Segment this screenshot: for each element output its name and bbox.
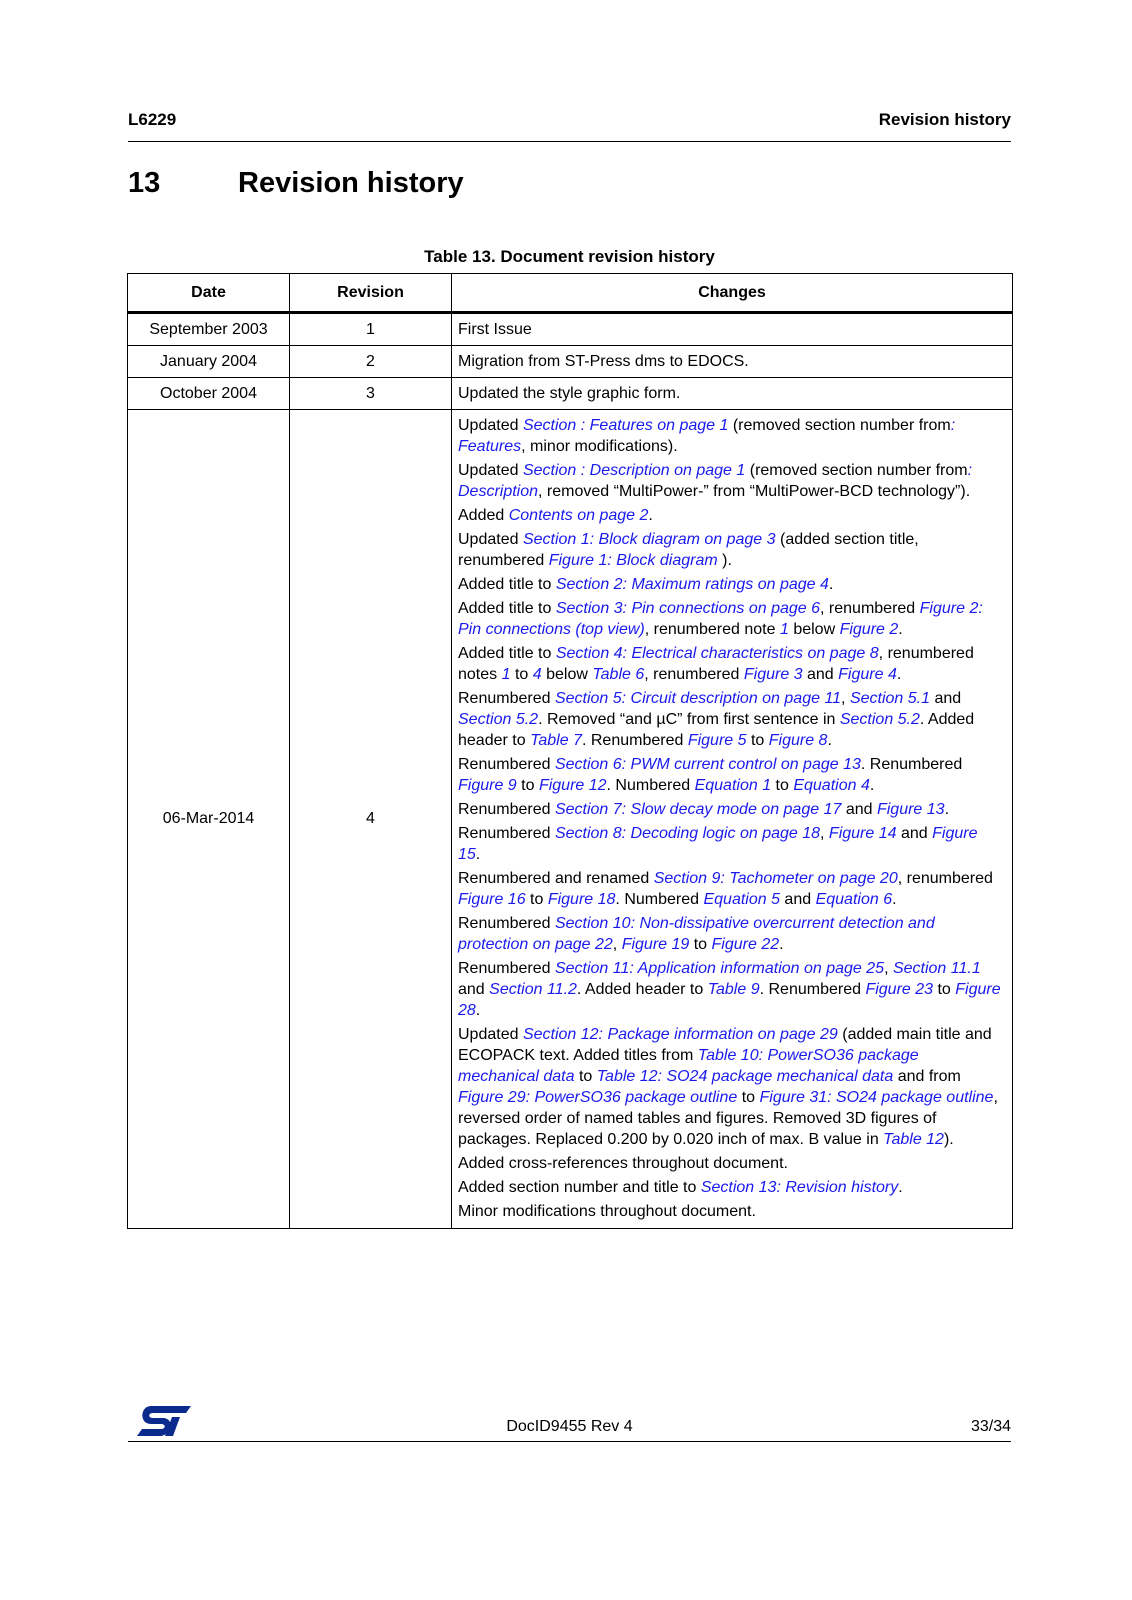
- cross-reference-link[interactable]: Table 12: SO24 package mechanical data: [596, 1068, 894, 1085]
- change-text: ,: [820, 825, 829, 842]
- cross-reference-link[interactable]: 4: [532, 666, 542, 683]
- cross-reference-link[interactable]: Figure 16: [458, 891, 526, 908]
- change-entry: [458, 643, 1004, 685]
- cross-reference-link[interactable]: Figure 1: Block diagram: [548, 552, 718, 569]
- change-entry: [458, 1201, 1004, 1222]
- change-text: to: [737, 1089, 760, 1106]
- section-number: 13: [128, 167, 161, 199]
- cross-reference-link[interactable]: Table 9: [707, 981, 760, 998]
- cross-reference-link[interactable]: Figure 4: [838, 666, 897, 683]
- change-text: , minor modifications).: [521, 438, 678, 455]
- change-text: , renumbered: [820, 600, 920, 617]
- change-text: Renumbered: [458, 690, 555, 707]
- cross-reference-link[interactable]: Section 5.2: [458, 711, 539, 728]
- change-text: Updated: [458, 462, 523, 479]
- change-text: Renumbered: [458, 915, 555, 932]
- cross-reference-link[interactable]: Figure 14: [828, 825, 897, 842]
- change-text: , renumbered: [644, 666, 744, 683]
- cross-reference-link[interactable]: Section 2: Maximum ratings on page 4: [555, 576, 829, 593]
- cross-reference-link[interactable]: Description: [458, 483, 539, 500]
- change-text: Added cross-references throughout document.: [458, 1155, 788, 1172]
- cross-reference-link[interactable]: Section 3: Pin connections on page 6: [555, 600, 821, 617]
- cross-reference-link[interactable]: Section 12: Package information on page 29: [522, 1026, 838, 1043]
- change-text: and: [458, 981, 490, 998]
- change-entry: [458, 688, 1004, 751]
- cross-reference-link[interactable]: Section 11.2: [489, 981, 577, 998]
- cross-reference-link[interactable]: Table 10: PowerSO36 package mechanical data: [458, 1047, 919, 1085]
- change-text: below: [541, 666, 593, 683]
- change-entry: [458, 529, 1004, 571]
- cross-reference-link[interactable]: Section 4: Electrical characteristics on page 8: [555, 645, 879, 662]
- cross-reference-link[interactable]: Equation 4: [793, 777, 870, 794]
- cell-date: January 2004: [128, 346, 290, 378]
- change-text: , renumbered notes: [458, 645, 974, 683]
- change-text: .: [944, 801, 950, 818]
- change-entry: [458, 1024, 1004, 1150]
- change-text: . Removed “and µC” from first sentence in: [538, 711, 840, 728]
- cross-reference-link[interactable]: Section 7: Slow decay mode on page 17: [554, 801, 842, 818]
- cell-changes: First Issue: [452, 313, 1013, 346]
- cross-reference-link[interactable]: Section 5: Circuit description on page 11: [554, 690, 842, 707]
- cross-reference-link[interactable]: Figure 19: [621, 936, 690, 953]
- change-text: . Renumbered: [860, 756, 963, 773]
- change-text: to: [525, 891, 548, 908]
- cross-reference-link[interactable]: Section : Features on page 1: [522, 417, 729, 434]
- table-row: [128, 378, 1013, 410]
- change-text: Renumbered: [458, 960, 555, 977]
- change-entry: [458, 958, 1004, 1021]
- change-text: Added title to: [458, 645, 556, 662]
- footer-doc-id: DocID9455 Rev 4: [506, 1418, 633, 1435]
- change-text: .: [869, 777, 875, 794]
- cross-reference-link[interactable]: Figure 31: SO24 package outline: [759, 1089, 994, 1106]
- footer-page-number: 33/34: [970, 1418, 1011, 1435]
- cross-reference-link[interactable]: Figure 2: Pin connections (top view): [458, 600, 983, 638]
- cross-reference-link[interactable]: Section 10: Non-dissipative overcurrent detection and protection on page 22: [458, 915, 935, 953]
- change-text: ,: [841, 690, 850, 707]
- cross-reference-link[interactable]: Figure 13: [876, 801, 945, 818]
- change-text: (removed section number from: [728, 417, 951, 434]
- change-text: . Renumbered: [759, 981, 866, 998]
- cross-reference-link[interactable]: Equation 6: [815, 891, 893, 908]
- change-text: Renumbered: [458, 825, 555, 842]
- change-text: Renumbered: [458, 756, 555, 773]
- change-text: .: [779, 936, 784, 953]
- table-caption: Table 13. Document revision history: [424, 247, 715, 266]
- change-text: .: [475, 1002, 481, 1019]
- change-text: to: [771, 777, 794, 794]
- change-entry: [458, 868, 1004, 910]
- change-text: Added title to: [458, 576, 556, 593]
- section-heading: [128, 167, 464, 200]
- change-text: ,: [612, 936, 622, 953]
- change-text: ).: [717, 552, 732, 569]
- change-entry: [458, 598, 1004, 640]
- change-entry: [458, 913, 1004, 955]
- cross-reference-link[interactable]: Section 11: Application information on page 25: [554, 960, 885, 977]
- change-entry: [458, 1177, 1004, 1198]
- header-divider: [128, 141, 1011, 142]
- cross-reference-link[interactable]: Table 7: [530, 732, 582, 749]
- change-text: Renumbered: [458, 801, 555, 818]
- cross-reference-link[interactable]: Figure 3: [743, 666, 803, 683]
- revision-table: [127, 273, 1013, 1229]
- change-text: (removed section number from: [745, 462, 968, 479]
- cross-reference-link[interactable]: Figure 28: [458, 981, 1001, 1019]
- change-text: , renumbered note: [644, 621, 780, 638]
- change-text: .: [898, 1179, 903, 1196]
- change-entry: [458, 823, 1004, 865]
- cross-reference-link[interactable]: 1: [501, 666, 511, 683]
- change-entry: [458, 505, 1004, 526]
- cross-reference-link[interactable]: Section 8: Decoding logic on page 18: [554, 825, 821, 842]
- change-text: . Numbered: [606, 777, 695, 794]
- table-header-row: [128, 274, 1013, 313]
- cross-reference-link[interactable]: Section 11.1: [892, 960, 981, 977]
- change-text: and: [802, 666, 839, 683]
- change-entry: [458, 574, 1004, 595]
- change-text: ).: [943, 1131, 954, 1148]
- cross-reference-link[interactable]: :: [967, 462, 973, 479]
- change-text: to: [516, 777, 539, 794]
- change-text: to: [574, 1068, 597, 1085]
- change-text: ,: [884, 960, 893, 977]
- change-text: Minor modifications throughout document.: [458, 1203, 756, 1220]
- change-text: (added section title, renumbered: [458, 531, 919, 569]
- header-doc-code: L6229: [128, 110, 177, 129]
- change-entry: [458, 754, 1004, 796]
- cross-reference-link[interactable]: Figure 18: [547, 891, 616, 908]
- change-text: to: [746, 732, 769, 749]
- change-entry: [458, 799, 1004, 820]
- cross-reference-link[interactable]: Equation 5: [703, 891, 780, 908]
- change-text: to: [933, 981, 956, 998]
- cross-reference-link[interactable]: Section : Description on page 1: [522, 462, 746, 479]
- change-text: .: [827, 732, 832, 749]
- change-text: Updated: [458, 417, 523, 434]
- change-text: , removed “MultiPower-” from “MultiPower-BCD technology”).: [538, 483, 971, 500]
- change-text: (added main title and ECOPACK text. Added titles from: [458, 1026, 992, 1064]
- cross-reference-link[interactable]: 1: [779, 621, 789, 638]
- change-text: Renumbered and renamed: [458, 870, 654, 887]
- cell-date: September 2003: [128, 313, 290, 346]
- cross-reference-link[interactable]: Contents on page 2: [508, 507, 649, 524]
- change-text: and: [841, 801, 877, 818]
- change-text: to: [689, 936, 712, 953]
- change-text: .: [475, 846, 481, 863]
- change-text: .: [648, 507, 653, 524]
- change-text: .: [898, 621, 903, 638]
- cross-reference-link[interactable]: Section 1: Block diagram on page 3: [522, 531, 776, 548]
- cross-reference-link[interactable]: Section 13: Revision history: [700, 1179, 899, 1196]
- change-text: .: [828, 576, 834, 593]
- cross-reference-link[interactable]: Figure 9: [458, 777, 517, 794]
- cell-date: 06-Mar-2014: [128, 410, 290, 1229]
- change-text: . Added header to: [576, 981, 708, 998]
- cross-reference-link[interactable]: Figure 8: [768, 732, 828, 749]
- cell-revision: 3: [290, 378, 452, 410]
- cell-changes: Updated the style graphic form.: [452, 378, 1013, 410]
- change-text: , reversed order of named tables and figures. Removed 3D figures of packages. Replaced 0.200 by 0.020 inch of max. B value in: [458, 1089, 998, 1148]
- table-row: [128, 313, 1013, 346]
- cross-reference-link[interactable]: Figure 12: [538, 777, 607, 794]
- change-text: Updated: [458, 531, 523, 548]
- change-text: and from: [893, 1068, 961, 1085]
- cell-changes: Migration from ST-Press dms to EDOCS.: [452, 346, 1013, 378]
- change-text: Added title to: [458, 600, 556, 617]
- change-text: and: [779, 891, 816, 908]
- cross-reference-link[interactable]: :: [950, 417, 956, 434]
- cross-reference-link[interactable]: Figure 15: [458, 825, 978, 863]
- section-title: Revision history: [238, 167, 464, 199]
- cross-reference-link[interactable]: Figure 2: [839, 621, 899, 638]
- change-text: . Added header to: [458, 711, 975, 749]
- change-text: . Numbered: [615, 891, 704, 908]
- cross-reference-link[interactable]: Table 6: [592, 666, 645, 683]
- cross-reference-link[interactable]: Section 5.2: [839, 711, 920, 728]
- change-text: below: [788, 621, 840, 638]
- change-text: to: [510, 666, 533, 683]
- cross-reference-link[interactable]: Figure 29: PowerSO36 package outline: [458, 1089, 738, 1106]
- change-entry: [458, 460, 1004, 502]
- cell-changes: [452, 410, 1013, 1229]
- cross-reference-link[interactable]: Section 5.1: [849, 690, 930, 707]
- footer-divider: [128, 1441, 1011, 1442]
- change-text: Updated: [458, 1026, 523, 1043]
- change-text: .: [896, 666, 902, 683]
- change-text: and: [930, 690, 962, 707]
- cross-reference-link[interactable]: Figure 5: [687, 732, 747, 749]
- change-entry: [458, 1153, 1004, 1174]
- cross-reference-link[interactable]: Features: [458, 438, 522, 455]
- cell-date: October 2004: [128, 378, 290, 410]
- change-text: .: [892, 891, 897, 908]
- change-text: and: [896, 825, 933, 842]
- cross-reference-link[interactable]: Section 9: Tachometer on page 20: [653, 870, 898, 887]
- cross-reference-link[interactable]: Equation 1: [694, 777, 772, 794]
- cell-revision: 2: [290, 346, 452, 378]
- cross-reference-link[interactable]: Table 12: [883, 1131, 944, 1148]
- change-text: Added: [458, 507, 509, 524]
- column-header-changes: Changes: [452, 274, 1013, 313]
- cell-revision: 4: [290, 410, 452, 1229]
- cross-reference-link[interactable]: Figure 22: [711, 936, 780, 953]
- header-section-name: Revision history: [878, 110, 1011, 129]
- cell-revision: 1: [290, 313, 452, 346]
- table-row: [128, 346, 1013, 378]
- change-entry: [458, 415, 1004, 457]
- table-row: [128, 410, 1013, 1229]
- cross-reference-link[interactable]: Figure 23: [865, 981, 934, 998]
- cross-reference-link[interactable]: Section 6: PWM current control on page 13: [554, 756, 861, 773]
- change-text: , renumbered: [897, 870, 993, 887]
- change-text: Added section number and title to: [458, 1179, 701, 1196]
- column-header-date: Date: [128, 274, 290, 313]
- column-header-revision: Revision: [290, 274, 452, 313]
- change-text: . Renumbered: [581, 732, 688, 749]
